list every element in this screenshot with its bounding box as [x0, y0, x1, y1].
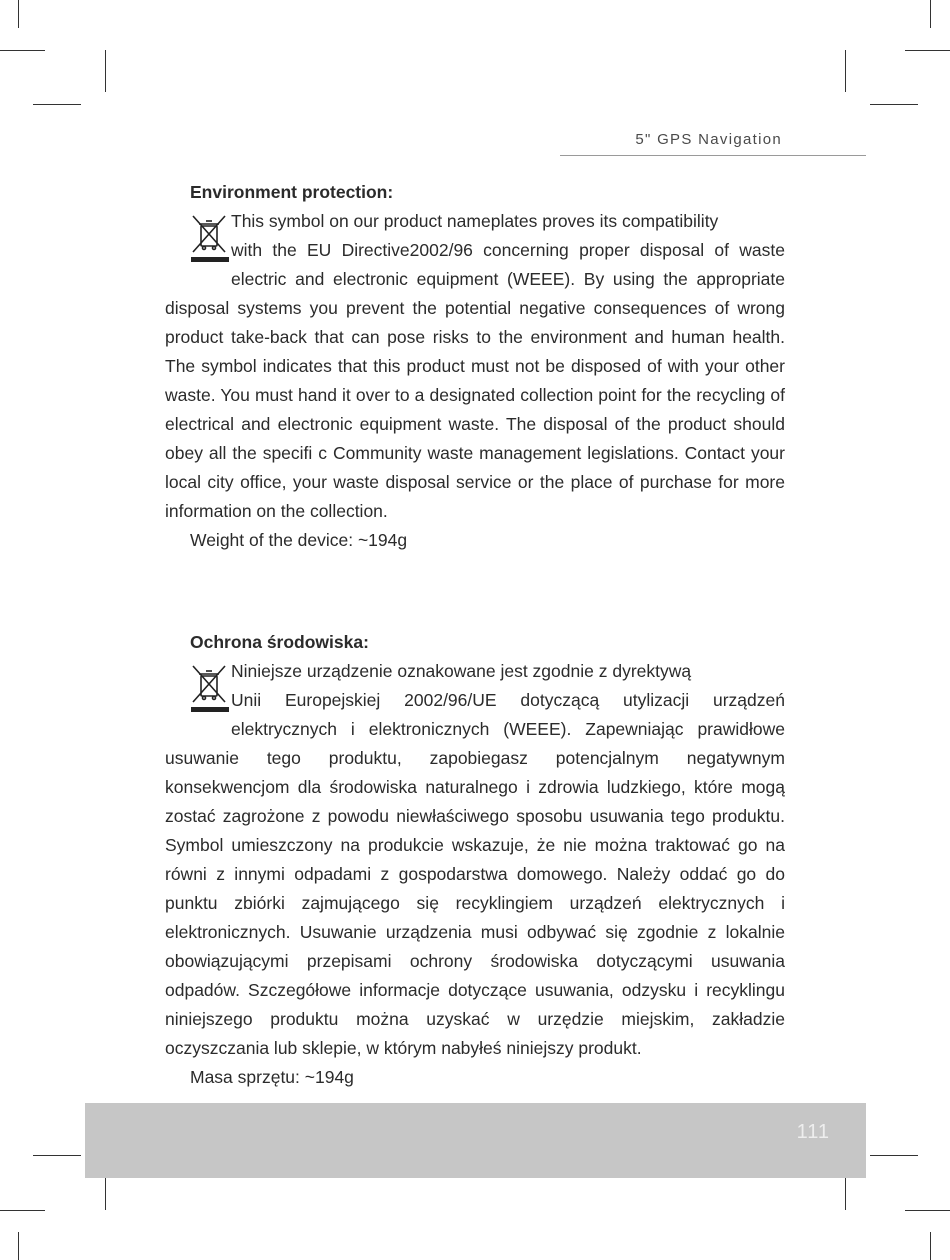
- crop-mark: [870, 104, 918, 105]
- crop-mark: [930, 0, 931, 28]
- crop-mark: [905, 50, 950, 51]
- device-weight: Masa sprzętu: ~194g: [190, 1067, 354, 1087]
- section-heading: Ochrona środowiska:: [190, 632, 369, 652]
- paragraph-body: with the EU Directive2002/96 concerning proper disposal of waste electric and electronic equipment (WEEE). By using the appropriate disposal systems you prevent the potential negative consequences of wrong product take-back that can pose risks to the environment and human health. The symbol indicates that this product must not be disposed of with your other waste. You must hand it over to a designated collection point for the recycling of electrical and electronic equipment waste. The disposal of the product should obey all the specifi c Community waste management legislations. Contact your local city office, your waste disposal service or the place of purchase for more information on the collection.: [165, 240, 785, 521]
- crop-mark: [870, 1155, 918, 1156]
- crop-mark: [18, 0, 19, 28]
- crop-mark: [845, 50, 846, 92]
- device-weight: Weight of the device: ~194g: [190, 530, 408, 550]
- crop-mark: [33, 104, 81, 105]
- page-number: 111: [796, 1121, 830, 1143]
- section-environment-protection: [165, 178, 785, 598]
- crop-mark: [0, 1210, 45, 1211]
- section-heading: Environment protection:: [190, 182, 394, 202]
- crop-mark: [905, 1210, 950, 1211]
- crop-mark: [18, 1232, 19, 1260]
- crop-mark: [105, 50, 106, 92]
- crop-mark: [33, 1155, 81, 1156]
- paragraph-body: Unii Europejskiej 2002/96/UE dotyczącą utylizacji urządzeń elektrycznych i elektronicznych (WEEE). Zapewniając prawidłowe usuwanie tego produktu, zapobiegasz potencjalnym negatywnym konsekwencjom dla środowiska naturalnego i zdrowia ludzkiego, które mogą zostać zagrożone z powodu niewłaściwego sposobu usuwania tego produktu. Symbol umieszczony na produkcie wskazuje, że nie można traktować go na równi z innymi odpadami z gospodarstwa domowego. Należy oddać go do punktu zbiórki zajmującego się recyklingiem urządzeń elektrycznych i elektronicznych. Usuwanie urządzenia musi odbywać się zgodnie z lokalnie obowiązującymi przepisami ochrony środowiska dotyczącymi usuwania odpadów. Szczegółowe informacje dotyczące usuwania, odzysku i recyklingu niniejszego produktu można uzyskać w urzędzie miejskim, zakładzie oczyszczania lub sklepie, w którym nabyłeś niniejszy produkt.: [165, 690, 785, 1058]
- section-gap: [165, 598, 785, 628]
- paragraph-first-line: This symbol on our product nameplates proves its compatibility: [231, 211, 719, 231]
- weee-crossed-bin-icon: [189, 662, 231, 716]
- paragraph-first-line: Niniejsze urządzenie oznakowane jest zgodnie z dyrektywą: [231, 661, 692, 681]
- footer-band: [85, 1103, 866, 1178]
- header-rule: [560, 155, 866, 156]
- section-ochrona-srodowiska: [165, 628, 785, 1092]
- crop-mark: [0, 50, 45, 51]
- page-content: [165, 178, 785, 1092]
- weee-crossed-bin-icon: [189, 212, 231, 266]
- crop-mark: [930, 1232, 931, 1260]
- running-header: 5" GPS Navigation: [635, 131, 782, 148]
